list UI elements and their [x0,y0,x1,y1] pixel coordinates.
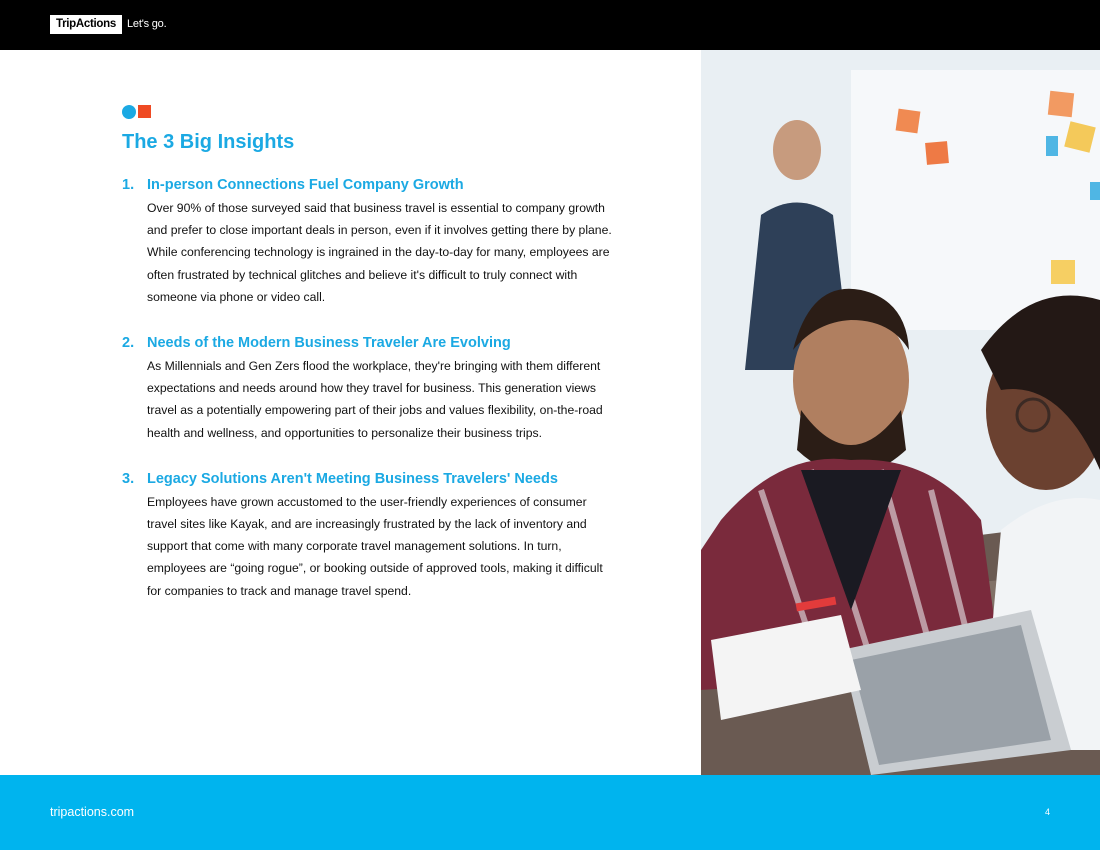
insight-body: As Millennials and Gen Zers flood the workplace, they're bringing with them different expectations and needs around how they travel for business. This generation views travel as a potentially empowering part of their jobs and values flexibility, on-the-road health and wellness, and opportunities to personalize their business trips. [147,359,603,440]
coworkers-photo [701,50,1100,775]
insight-heading: In-person Connections Fuel Company Growth [147,177,464,193]
section-title: The 3 Big Insights [122,131,295,153]
red-square-icon [138,105,151,118]
insight-number: 3. [122,470,135,487]
insights-section [122,104,622,602]
page-number: 4 [1044,807,1050,817]
insight-number: 2. [122,335,135,352]
footer-bar [0,775,1100,850]
insight-heading: Needs of the Modern Business Traveler Are Evolving [147,335,511,352]
tagline: Let's go. [127,18,167,30]
footer-website-link[interactable]: tripactions.com [50,805,135,819]
top-bar [0,0,1100,50]
insight-heading: Legacy Solutions Aren't Meeting Business Travelers' Needs [147,470,558,487]
insight-item-3 [122,469,622,602]
tripactions-logo[interactable]: TripActions [50,15,122,34]
brand-mark-icon [122,104,152,118]
insight-item-2 [122,333,622,444]
blue-circle-icon [122,105,136,119]
photo-illustration [701,50,1100,775]
insight-body: Employees have grown accustomed to the user-friendly experiences of consumer travel sites like Kayak, and are increasingly frustrated by the lack of inventory and support that come with many corporate travel management solutions. In turn, employees are “going rogue”, or booking outside of approved tools, making it difficult for companies to track and manage travel spend. [147,494,603,598]
insight-body: Over 90% of those surveyed said that business travel is essential to company growth and prefer to close important deals in person, even if it involves getting there by plane. While conferencing technology is ingrained in the day-to-day for many, employees are often frustrated by technical glitches and believe it's difficult to truly connect with someone via phone or video call. [147,201,612,304]
insight-number: 1. [122,177,135,193]
insight-item-1 [122,175,622,308]
